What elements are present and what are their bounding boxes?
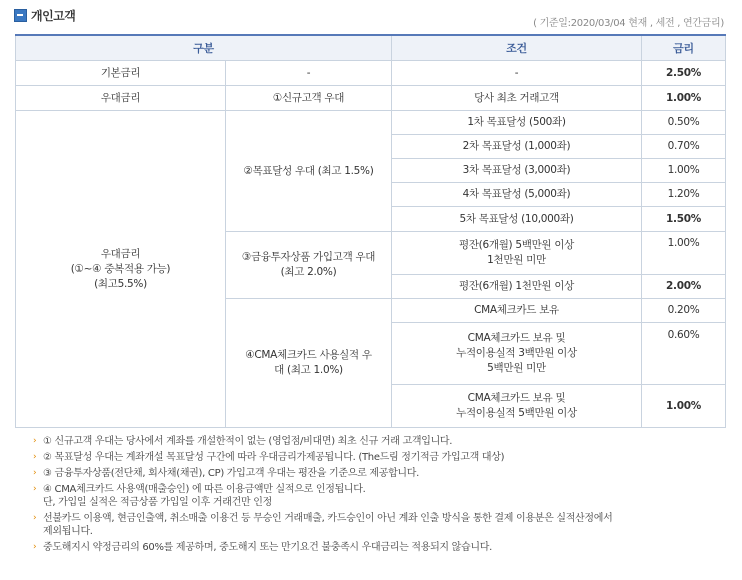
finance-label: ③금융투자상품 가입고객 우대 <box>241 251 376 263</box>
list-item <box>33 467 733 480</box>
base-name: 기본금리 <box>16 61 226 86</box>
pref-sub: ①신규고객 우대 <box>226 86 392 111</box>
finance-cond: 평잔(6개월) 5백만원 이상 <box>458 239 575 251</box>
group-name-cell <box>16 111 226 428</box>
rate-table <box>15 34 726 428</box>
table-row-pref <box>16 86 726 111</box>
finance-cond-2: 1천만원 미만 <box>487 254 546 266</box>
base-rate: 2.50% <box>642 61 726 86</box>
finance-label-cell <box>226 232 392 299</box>
arrow-bullet-icon: › <box>33 436 37 446</box>
list-item <box>33 451 733 464</box>
base-sub: - <box>226 61 392 86</box>
cma-cond: CMA체크카드 보유 및 <box>467 332 566 344</box>
note-text: ③ 금융투자상품(전단채, 회사채(채권), CP) 가입고객 우대는 평잔을 기준으로 제공합니다. <box>43 468 420 479</box>
cma-rate: 0.60% <box>642 323 726 385</box>
pref-name: 우대금리 <box>16 86 226 111</box>
note-text: ② 목표달성 우대는 계좌개설 목표달성 구간에 따라 우대금리가제공됩니다. (The드림 정기적금 가입고객 대상) <box>43 452 505 463</box>
finance-cond: 평잔(6개월) 1천만원 이상 <box>392 275 642 299</box>
cma-label-cell <box>226 299 392 428</box>
note-text: 선불카드 이용액, 현금인출액, 취소매출 이용건 등 무승인 거래매출, 카드승인이 아닌 계좌 인출 방식을 통한 결제 이용분은 실적산정에서 제외됩니다. <box>43 513 613 537</box>
group-name-note: (①~④ 중복적용 가능) <box>70 262 171 275</box>
goal-label: ②목표달성 우대 (최고 1.5%) <box>226 111 392 232</box>
goal-cond: 1차 목표달성 (500좌) <box>392 111 642 135</box>
arrow-bullet-icon: › <box>33 542 37 552</box>
note-text: ① 신규고객 우대는 당사에서 계좌를 개설한적이 없는 (영업점/비대면) 최초 신규 거래 고객입니다. <box>43 436 453 447</box>
goal-rate: 1.50% <box>642 207 726 232</box>
cma-cond-2: 누적이용실적 3백만원 이상 <box>456 347 577 359</box>
table-header-row <box>16 35 726 61</box>
cma-rate: 0.20% <box>642 299 726 323</box>
table-row <box>16 111 726 135</box>
arrow-bullet-icon: › <box>33 513 37 523</box>
cma-label-max: 대 (최고 1.0%) <box>274 364 343 376</box>
cma-label: ④CMA체크카드 사용실적 우 <box>245 349 372 361</box>
header-category: 구분 <box>16 35 392 61</box>
cma-rate: 1.00% <box>642 385 726 428</box>
cma-cond: CMA체크카드 보유 <box>392 299 642 323</box>
header-rate: 금리 <box>642 35 726 61</box>
notes-list <box>33 435 733 557</box>
arrow-bullet-icon: › <box>33 452 37 462</box>
goal-cond: 3차 목표달성 (3,000좌) <box>392 159 642 183</box>
section-header <box>14 6 75 24</box>
section-title: 개인고객 <box>31 8 76 23</box>
base-cond: - <box>392 61 642 86</box>
goal-cond: 5차 목표달성 (10,000좌) <box>392 207 642 232</box>
arrow-bullet-icon: › <box>33 484 37 494</box>
goal-rate: 1.20% <box>642 183 726 207</box>
pref-cond: 당사 최초 거래고객 <box>392 86 642 111</box>
note-text: 중도해지시 약정금리의 60%를 제공하며, 중도해지 또는 만기요건 불충족시 우대금리는 적용되지 않습니다. <box>43 542 492 553</box>
arrow-bullet-icon: › <box>33 468 37 478</box>
note-text: ④ CMA체크카드 사용액(매출승인) 에 따른 이용금액만 실적으로 인정됩니다. 단, 가입일 실적은 적금상품 가입일 이후 거래건만 인정 <box>43 484 366 508</box>
list-item <box>33 435 733 448</box>
finance-rate: 2.00% <box>642 275 726 299</box>
group-name: 우대금리 <box>100 247 141 260</box>
cma-cond-2: 누적이용실적 5백만원 이상 <box>456 407 577 419</box>
header-condition: 조건 <box>392 35 642 61</box>
finance-label-max: (최고 2.0%) <box>280 266 337 278</box>
cma-cond-cell <box>392 385 642 428</box>
goal-cond: 2차 목표달성 (1,000좌) <box>392 135 642 159</box>
list-item <box>33 512 733 538</box>
goal-rate: 1.00% <box>642 159 726 183</box>
section-bullet-icon <box>14 9 27 22</box>
cma-cond-cell <box>392 323 642 385</box>
pref-rate: 1.00% <box>642 86 726 111</box>
goal-rate: 0.70% <box>642 135 726 159</box>
basis-date-note: ( 기준일:2020/03/04 현재 , 세전 , 연간금리) <box>533 18 724 29</box>
list-item <box>33 483 733 509</box>
goal-cond: 4차 목표달성 (5,000좌) <box>392 183 642 207</box>
cma-cond: CMA체크카드 보유 및 <box>467 392 566 404</box>
finance-rate: 1.00% <box>642 232 726 275</box>
goal-rate: 0.50% <box>642 111 726 135</box>
finance-cond-cell <box>392 232 642 275</box>
cma-cond-3: 5백만원 미만 <box>487 362 546 374</box>
list-item <box>33 541 733 554</box>
group-name-max: (최고5.5%) <box>94 277 147 290</box>
table-row-base <box>16 61 726 86</box>
